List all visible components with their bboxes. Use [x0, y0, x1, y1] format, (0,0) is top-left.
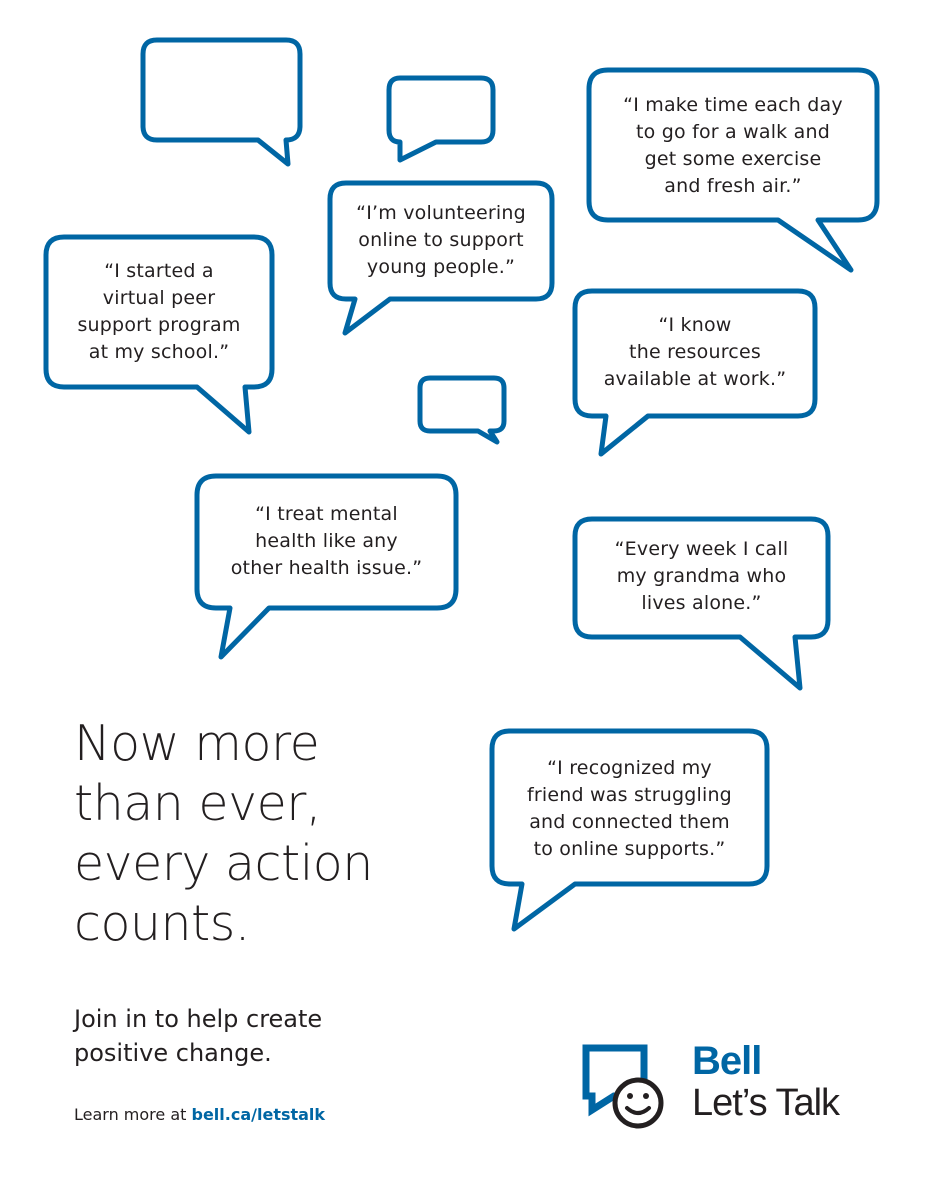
brand-name: Bell	[692, 1039, 762, 1083]
quote-friend: “I recognized my friend was struggling and connected them to online supports.”	[527, 757, 732, 860]
learn-more-prefix: Learn more at	[74, 1105, 192, 1124]
quote-exercise: “I make time each day to go for a walk and get some exercise and fresh air.”	[623, 94, 843, 197]
letstalk-link[interactable]: bell.ca/letstalk	[191, 1105, 326, 1124]
learn-more-line	[74, 1105, 325, 1124]
quote-resources: “I know the resources available at work.”	[603, 314, 787, 390]
bell-lets-talk-logo	[580, 1040, 870, 1140]
quote-peer-support: “I started a virtual peer support program at my school.”	[77, 260, 241, 363]
headline: Now more than ever, every action counts.	[74, 715, 373, 952]
empty-speech-bubble-icon	[389, 78, 493, 160]
brand-tagline: Let’s Talk	[692, 1082, 840, 1124]
subheadline: Join in to help create positive change.	[74, 1005, 323, 1067]
empty-speech-bubble-icon	[143, 40, 300, 164]
speech-bubble-smiley-icon	[580, 1040, 690, 1130]
logo-wordmark	[692, 1040, 839, 1124]
quote-mental-health: “I treat mental health like any other health issue.”	[230, 503, 423, 579]
empty-speech-bubble-icon	[420, 378, 504, 442]
quote-volunteering: “I’m volunteering online to support young people.”	[356, 202, 526, 278]
quote-grandma: “Every week I call my grandma who lives alone.”	[614, 538, 789, 614]
